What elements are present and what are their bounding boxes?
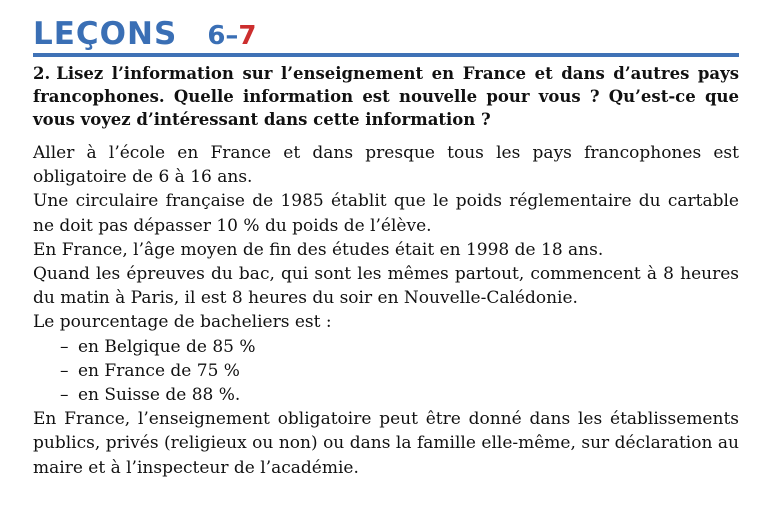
exercise-content [33, 62, 739, 480]
list-item-text: en Belgique de 85 % [78, 336, 256, 357]
paragraph: Aller à l’école en France et dans presque tous les pays francophones est obligatoire de 6 à 16 ans. [33, 143, 739, 188]
list-item [60, 335, 739, 359]
paragraph: Quand les épreuves du bac, qui sont les mêmes partout, commencent à 8 heures du matin à Paris, il est 8 heures du soir en Nouvelle-Calédonie. [33, 264, 739, 309]
dash-marker: – [60, 336, 69, 357]
paragraph: En France, l’âge moyen de fin des études était en 1998 de 18 ans. [33, 239, 604, 260]
list-item [60, 359, 739, 383]
dash-marker: – [60, 360, 69, 381]
list-item-text: en France de 75 % [78, 360, 240, 381]
question-text: Lisez l’information sur l’enseignement en France et dans d’autres pays francophones. Quelle information est nouvelle pour vous ? Qu’est-ce que vous voyez d’intéressant dans cette information ? [33, 64, 739, 129]
lesson-number-end: 7 [238, 21, 257, 51]
question-number: 2. [33, 64, 51, 83]
dash-marker: – [60, 385, 69, 406]
header-divider [33, 53, 739, 57]
lessons-title: LEÇONS [33, 16, 178, 52]
percentage-list [33, 335, 739, 408]
information-text [33, 141, 739, 480]
lesson-number [207, 23, 256, 50]
exercise-question [33, 62, 739, 131]
list-item-text: en Suisse de 88 %. [78, 385, 241, 406]
list-item [60, 383, 739, 407]
lesson-header [33, 14, 257, 50]
paragraph: Le pourcentage de bacheliers est : [33, 312, 332, 333]
lesson-number-start: 6– [207, 21, 239, 51]
paragraph: Une circulaire française de 1985 établit que le poids réglementaire du cartable ne doit pas dépasser 10 % du poids de l’élève. [33, 191, 739, 236]
paragraph: En France, l’enseignement obligatoire peut être donné dans les établissements publics, privés (religieux ou non) ou dans la famille elle-même, sur déclaration au maire et à l’inspecteur de l’académie. [33, 409, 739, 478]
